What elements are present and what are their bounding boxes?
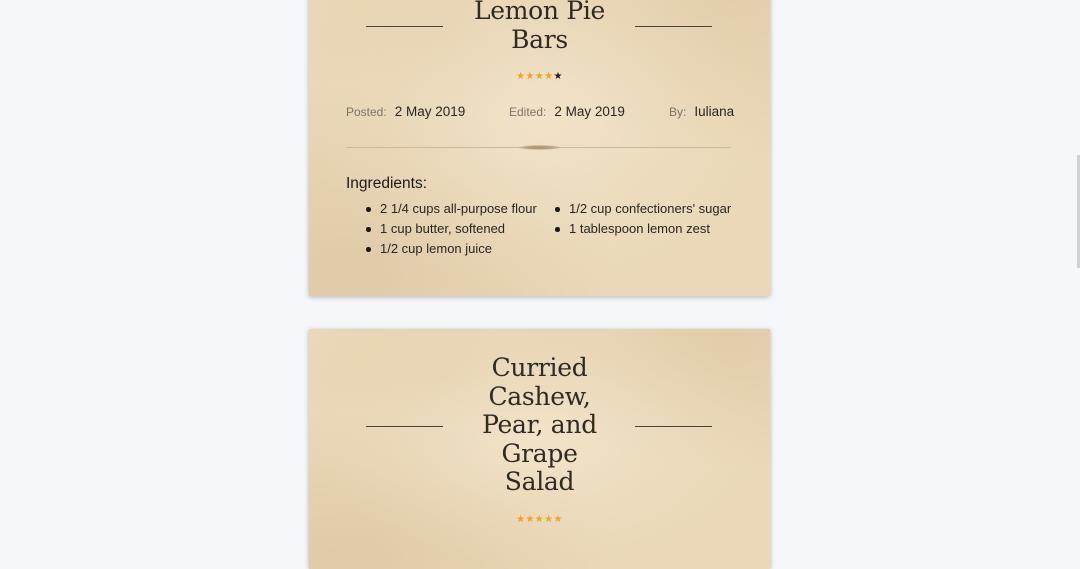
posted-label: Posted: bbox=[346, 105, 387, 119]
ingredient-item: 1 cup butter, softened bbox=[366, 219, 537, 239]
edited-value: 2 May 2019 bbox=[554, 104, 625, 119]
recipe-title[interactable]: Curried Cashew, Pear, and Grape Salad bbox=[482, 353, 597, 496]
ingredient-item: 2 1/4 cups all-purpose flour bbox=[366, 199, 537, 219]
star-icon: ★★★★★ bbox=[516, 514, 563, 525]
recipe-title[interactable]: Lemon Pie Bars bbox=[473, 0, 606, 54]
author-label: By: bbox=[669, 105, 687, 119]
ingredients-list-right bbox=[555, 199, 731, 239]
title-rule-left bbox=[366, 426, 443, 427]
rating-stars bbox=[309, 514, 770, 526]
title-rule-right bbox=[635, 26, 712, 27]
title-rule-right bbox=[635, 426, 712, 427]
ingredient-item: 1/2 cup lemon juice bbox=[366, 239, 537, 259]
edited-date bbox=[509, 103, 625, 121]
star-icon: ★ bbox=[553, 71, 563, 82]
recipe-card-lemon-pie-bars[interactable] bbox=[309, 0, 770, 296]
posted-date bbox=[346, 103, 465, 121]
star-icon: ★★★★ bbox=[516, 71, 554, 82]
author-name[interactable]: Iuliana bbox=[694, 104, 735, 119]
ingredients-list-left bbox=[366, 199, 537, 259]
recipe-card-curried-cashew-salad[interactable] bbox=[309, 329, 770, 569]
divider-ornament-icon bbox=[518, 145, 561, 150]
ingredients-heading: Ingredients: bbox=[346, 175, 427, 192]
title-rule-left bbox=[366, 26, 443, 27]
ingredient-item: 1/2 cup confectioners' sugar bbox=[555, 199, 731, 219]
ingredient-item: 1 tablespoon lemon zest bbox=[555, 219, 731, 239]
author bbox=[669, 103, 734, 121]
edited-label: Edited: bbox=[509, 105, 547, 119]
rating-stars bbox=[309, 71, 770, 83]
posted-value: 2 May 2019 bbox=[394, 104, 466, 119]
